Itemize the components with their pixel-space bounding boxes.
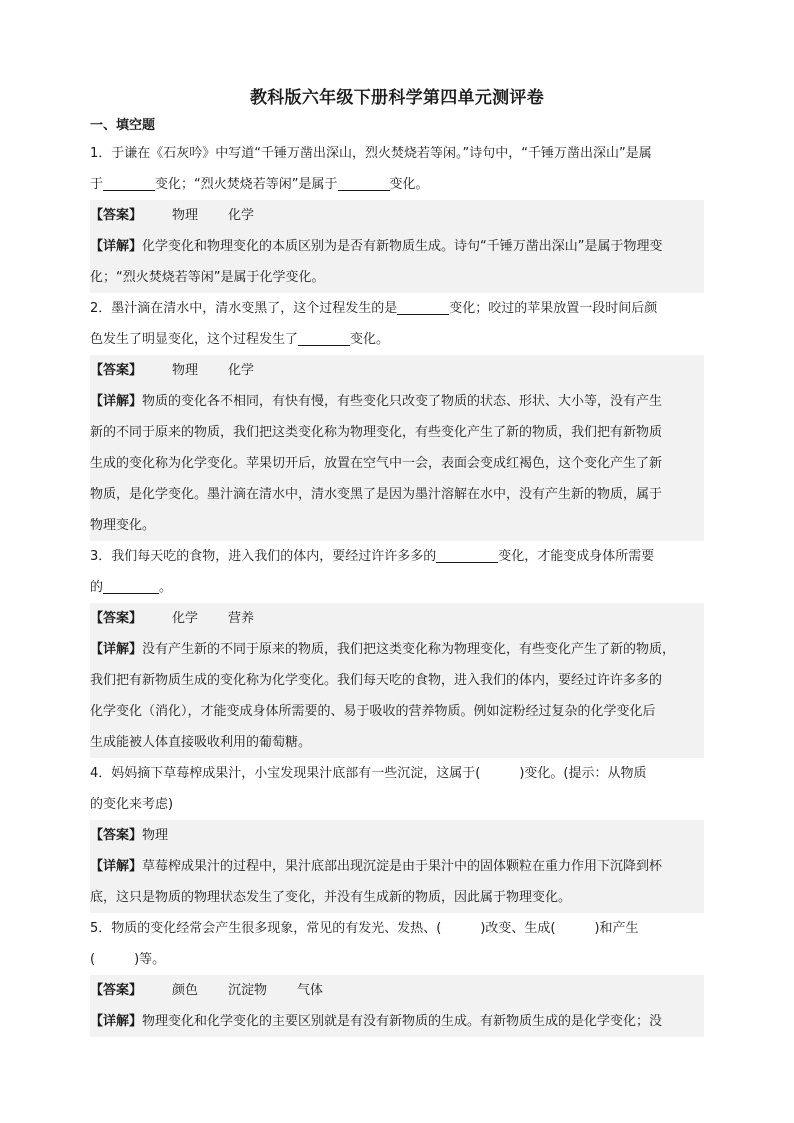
answer-value: 化学 [228, 208, 255, 223]
answer-blank [298, 331, 350, 346]
question-5-line-1: 5．物质的变化经常会产生很多现象，常见的有发光、发热、( )改变、生成( )和产生 [90, 921, 639, 936]
answer-value: 沉淀物 [228, 983, 268, 998]
question-5-line-2: ( )等。 [90, 952, 166, 967]
question-4-line-1: 4．妈妈摘下草莓榨成果汁，小宝发现果汁底部有一些沉淀，这属于( )变化。(提示：从物质 [90, 766, 647, 781]
answer-blank [436, 548, 498, 563]
answer-row-1 [90, 200, 704, 231]
explanation-2-line-4: 物质，是化学变化。墨汁滴在清水中，清水变黑了是因为墨汁溶解在水中，没有产生新的物质，属于 [90, 479, 704, 510]
explanation-1-line-1: 【详解】化学变化和物理变化的本质区别为是否有新物质生成。诗句“千锤万凿出深山”是属于物理变 [90, 231, 704, 262]
explanation-5-line-1: 【详解】物理变化和化学变化的主要区别就是有没有新物质的生成。有新物质生成的是化学变化；没 [90, 1006, 704, 1037]
answer-label: 【答案】 [90, 983, 143, 998]
answer-value: 化学 [228, 363, 255, 378]
answer-label: 【答案】 [90, 611, 143, 626]
explanation-3-line-4: 生成能被人体直接吸收利用的葡萄糖。 [90, 727, 704, 758]
question-2-line-2: 色发生了明显变化，这个过程发生了 变化。 [90, 332, 390, 347]
explanation-2-line-1: 【详解】物质的变化各不相同，有快有慢，有些变化只改变了物质的状态、形状、大小等，没有产生 [90, 386, 704, 417]
explain-label: 【详解】 [90, 642, 143, 657]
answer-label: 【答案】 [90, 208, 143, 223]
question-1-line-1: 1．于谦在《石灰吟》中写道“千锤万凿出深山，烈火焚烧若等闲。”诗句中，“千锤万凿出深山”是属 [90, 146, 652, 161]
answer-blank [397, 300, 449, 315]
question-1-line-2: 于 变化；“烈火焚烧若等闲”是属于 变化。 [90, 177, 429, 192]
question-2-line-1: 2．墨汁滴在清水中，清水变黑了，这个过程发生的是 变化；咬过的苹果放置一段时间后颜 [90, 301, 658, 316]
explain-label: 【详解】 [90, 1014, 143, 1029]
answer-value: 气体 [297, 983, 324, 998]
answer-row-4 [90, 820, 704, 851]
explanation-4-line-2: 底，这只是物质的物理状态发生了变化，并没有生成新的物质，因此属于物理变化。 [90, 882, 704, 913]
answer-label: 【答案】 [90, 828, 143, 843]
answer-blank [338, 176, 390, 191]
answer-row-2 [90, 355, 704, 386]
answer-value: 颜色 [172, 983, 199, 998]
explanation-3-line-3: 化学变化（消化），才能变成身体所需要的、易于吸收的营养物质。例如淀粉经过复杂的化学变化后 [90, 696, 704, 727]
explanation-2-line-5: 物理变化。 [90, 510, 704, 541]
document-page [90, 84, 704, 1037]
question-3-line-2: 的 。 [90, 580, 173, 595]
question-4-line-2: 的变化来考虑) [90, 797, 174, 812]
section-heading: 一、填空题 [90, 118, 156, 133]
explain-label: 【详解】 [90, 239, 143, 254]
answer-row-3 [90, 603, 704, 634]
answer-row-5 [90, 975, 704, 1006]
explanation-4-line-1: 【详解】草莓榨成果汁的过程中，果汁底部出现沉淀是由于果汁中的固体颗粒在重力作用下沉降到杯 [90, 851, 704, 882]
document-title: 教科版六年级下册科学第四单元测评卷 [249, 88, 545, 108]
explanation-3-line-1: 【详解】没有产生新的不同于原来的物质，我们把这类变化称为物理变化，有些变化产生了新的物质， [90, 634, 704, 665]
answer-value: 物理 [172, 363, 199, 378]
answer-value: 化学 [172, 611, 199, 626]
explanation-2-line-3: 生成的变化称为化学变化。苹果切开后，放置在空气中一会，表面会变成红褐色，这个变化产生了新 [90, 448, 704, 479]
explanation-3-line-2: 我们把有新物质生成的变化称为化学变化。我们每天吃的食物，进入我们的体内，要经过许许多多的 [90, 665, 704, 696]
explain-label: 【详解】 [90, 394, 143, 409]
answer-value: 营养 [228, 611, 255, 626]
question-3-line-1: 3．我们每天吃的食物，进入我们的体内，要经过许许多多的 变化，才能变成身体所需要 [90, 549, 655, 564]
answer-value: 物理 [142, 828, 169, 843]
answer-blank [103, 579, 159, 594]
answer-blank [103, 176, 155, 191]
explain-label: 【详解】 [90, 859, 143, 874]
explanation-1-line-2: 化；“烈火焚烧若等闲”是属于化学变化。 [90, 262, 704, 293]
explanation-2-line-2: 新的不同于原来的物质，我们把这类变化称为物理变化，有些变化产生了新的物质，我们把有新物质 [90, 417, 704, 448]
answer-value: 物理 [172, 208, 199, 223]
answer-label: 【答案】 [90, 363, 143, 378]
